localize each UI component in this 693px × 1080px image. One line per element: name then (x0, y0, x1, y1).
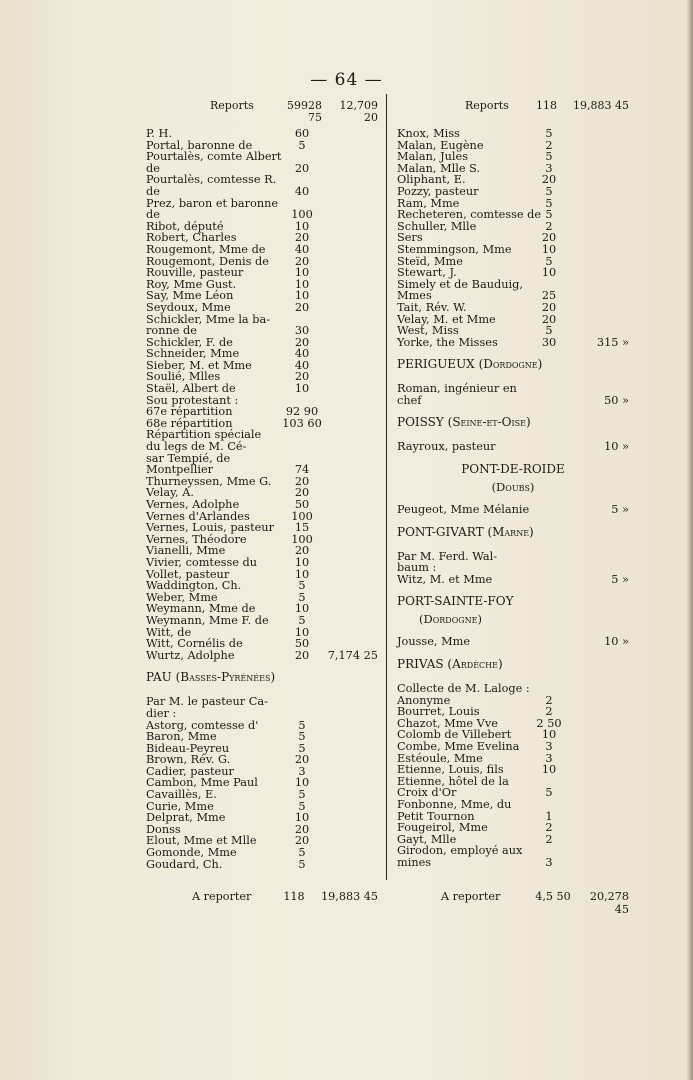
donor-name: Vollet, pasteur (146, 567, 230, 581)
donation-amount: 100 (291, 532, 313, 546)
donation-amount: 20 (294, 753, 310, 767)
donation-amount: 5 (298, 590, 306, 604)
donation-amount: 2 (545, 138, 553, 152)
donor-name: Schneider, Mme (146, 347, 240, 361)
donor-name: Simely et de Bauduig, (397, 277, 523, 291)
donation-amount: 10 (294, 776, 310, 790)
donor-name: Estéoule, Mme (397, 751, 483, 765)
donor-name: Etienne, Louis, fils (397, 763, 504, 777)
donation-amount: 20 (294, 486, 310, 500)
donor-name: 67e répartition (146, 405, 233, 419)
donor-name: Pourtalès, comtesse R. (146, 173, 277, 187)
donor-name: sar Tempié, de (146, 451, 231, 465)
ledger-row (397, 128, 629, 140)
donor-name: Goudard, Ch. (146, 857, 223, 871)
donor-name: Rayroux, pasteur (397, 440, 496, 454)
donation-amount: 40 (294, 184, 310, 198)
donation-amount: 20 (294, 335, 310, 349)
footer-value-1: 4,5 50 (535, 890, 571, 903)
donor-name: Waddington, Ch. (146, 579, 242, 593)
donation-amount: 10 (541, 242, 557, 256)
donation-amount: 40 (294, 242, 310, 256)
donor-name: Gomonde, Mme (146, 846, 237, 860)
section-total: 50 » (604, 393, 629, 407)
donation-amount: 100 (291, 208, 313, 222)
donor-name: Yorke, the Misses (397, 335, 498, 349)
donor-name: Weymann, Mme F. de (146, 613, 269, 627)
donor-name: Fonbonne, Mme, du (397, 797, 512, 811)
donation-amount: 10 (541, 728, 557, 742)
donor-name: Stemmingson, Mme (397, 242, 512, 256)
donation-amount: 2 (545, 693, 553, 707)
donation-amount: 3 (545, 161, 553, 175)
section-city: PRIVAS (397, 657, 444, 672)
donor-name: Roman, ingénieur en (397, 382, 517, 396)
donor-name: Bideau-Peyreu (146, 741, 230, 755)
right-entry-list (397, 128, 629, 348)
ledger-row (146, 708, 378, 720)
section-city: PAU (146, 670, 172, 685)
donation-amount: 92 90 (285, 405, 319, 419)
ledger-row (146, 847, 378, 859)
donation-amount: 2 (545, 832, 553, 846)
donation-amount: 2 (545, 219, 553, 233)
section-title-port-sainte-foy (397, 596, 629, 612)
pau-entry-list (146, 696, 378, 870)
donor-name: Sou protestant : (146, 393, 239, 407)
donation-amount: 30 (541, 335, 557, 349)
right-footer-carry-forward (397, 890, 629, 916)
donor-name: Chazot, Mme Vve (397, 716, 498, 730)
left-footer-carry-forward (146, 890, 378, 906)
ledger-row (146, 859, 378, 871)
donor-name: Vivier, comtesse du (146, 555, 258, 569)
donor-name: Schickler, F. de (146, 335, 233, 349)
donor-name: Cadier, pasteur (146, 764, 234, 778)
donor-name: Colomb de Villebert (397, 728, 512, 742)
donor-name: Ribot, député (146, 219, 224, 233)
donor-name: Thurneyssen, Mme G. (146, 474, 272, 488)
donation-amount: 5 (298, 718, 306, 732)
donor-name: Donss (146, 822, 181, 836)
reports-label: Reports (210, 99, 254, 112)
port-sainte-foy-entry-list (397, 636, 629, 648)
section-total: 315 » (596, 335, 629, 349)
donor-name: Tait, Rév. W. (397, 300, 467, 314)
donor-name: Cambon, Mme Paul (146, 776, 258, 790)
donor-name: Fougeirol, Mme (397, 821, 488, 835)
donation-amount: 20 (541, 173, 557, 187)
donor-name: Witt, de (146, 625, 192, 639)
donor-name: Soulié, Mlles (146, 370, 221, 384)
section-city: PONT-DE-ROIDE (461, 462, 565, 477)
donor-name: Stewart, J. (397, 266, 457, 280)
donation-amount: 10 (294, 555, 310, 569)
donation-amount: 20 (294, 254, 310, 268)
donation-amount: 10 (294, 567, 310, 581)
donor-name: Malan, Jules (397, 150, 469, 164)
donation-amount: 103 60 (282, 416, 322, 430)
section-title-poissy (397, 417, 629, 433)
donation-amount: 5 (545, 150, 553, 164)
donor-name: Rougemont, Denis de (146, 254, 269, 268)
donor-name: Petit Tournon (397, 809, 475, 823)
donor-name: Jousse, Mme (397, 635, 471, 649)
footer-value-2: 19,883 45 (321, 890, 378, 903)
donor-name: Anonyme (397, 693, 451, 707)
donation-amount: 10 (294, 625, 310, 639)
ledger-row (397, 221, 629, 233)
reports-value-2: 19,883 45 (573, 99, 629, 112)
donation-amount: 5 (298, 846, 306, 860)
section-city: PERIGUEUX (397, 357, 475, 372)
donor-name: Sers (397, 231, 423, 245)
donation-amount: 5 (298, 579, 306, 593)
footer-value-1: 118 (283, 890, 305, 903)
donor-name: Girodon, employé aux (397, 844, 523, 858)
ledger-row (397, 636, 629, 648)
donor-name: Say, Mme Léon (146, 289, 234, 303)
donation-amount: 5 (545, 324, 553, 338)
section-region: (Dordogne) (419, 612, 482, 627)
donor-name: P. H. (146, 127, 172, 140)
donor-name: du legs de M. Cé- (146, 440, 247, 454)
donation-amount: 5 (298, 799, 306, 813)
donor-name: Cavaillès, E. (146, 788, 217, 802)
donor-name: Baron, Mme (146, 730, 217, 744)
ledger-row (397, 186, 629, 198)
donor-name: Recheteren, comtesse de (397, 208, 542, 222)
donation-amount: 20 (541, 300, 557, 314)
section-total: 5 » (611, 503, 629, 517)
donor-name: Vianelli, Mme (146, 544, 226, 558)
donor-name: Pourtalès, comte Albert (146, 150, 282, 164)
donation-amount: 20 (294, 231, 310, 245)
right-column (397, 100, 629, 869)
ledger-row (397, 574, 629, 586)
donor-name: Rougemont, Mme de (146, 242, 266, 256)
donation-amount: 20 (294, 161, 310, 175)
donor-name: Vernes, Adolphe (146, 498, 240, 511)
donation-amount: 74 (294, 463, 310, 477)
donation-amount: 5 (545, 184, 553, 198)
section-total: 10 » (604, 440, 629, 454)
ledger-row (146, 615, 378, 627)
perigueux-entry-list (397, 383, 629, 406)
ledger-row (397, 845, 629, 857)
pont-de-roide-entry-list (397, 504, 629, 516)
donation-amount: 2 (545, 705, 553, 719)
section-region: (Dordogne) (478, 357, 543, 372)
donation-amount: 10 (294, 602, 310, 616)
donor-name: Delprat, Mme (146, 811, 226, 825)
donation-amount: 3 (545, 740, 553, 753)
section-total: 7,174 25 (327, 648, 378, 662)
donation-amount: 10 (294, 277, 310, 291)
donor-name: Vernes, Louis, pasteur (146, 521, 274, 535)
donor-name: Schuller, Mlle (397, 219, 477, 233)
donation-amount: 10 (541, 763, 557, 777)
donation-amount: 3 (545, 855, 553, 869)
ledger-row (146, 325, 378, 337)
section-city: PORT-SAINTE-FOY (397, 594, 514, 609)
donor-name: Portal, baronne de (146, 138, 253, 152)
ledger-row (146, 696, 378, 708)
ledger-row (146, 650, 378, 662)
donor-name: Brown, Rév. G. (146, 753, 231, 767)
donation-amount: 15 (294, 521, 310, 535)
donation-amount: 5 (545, 196, 553, 210)
donation-amount: 3 (545, 751, 553, 765)
donor-name: Seydoux, Mme (146, 300, 231, 314)
donor-name: Steïd, Mme (397, 254, 463, 268)
ledger-row (146, 441, 378, 453)
donor-name: de (146, 161, 160, 175)
section-title-pont-de-roide (397, 464, 629, 480)
donation-amount: 40 (294, 347, 310, 361)
donor-name: Pozzy, pasteur (397, 184, 479, 198)
donor-name: Répartition spéciale (146, 428, 262, 442)
donor-name: Mmes (397, 289, 432, 303)
donor-name: Croix d'Or (397, 786, 457, 800)
pont-givart-entry-list (397, 551, 629, 586)
ledger-row (397, 504, 629, 516)
donor-name: Staël, Albert de (146, 382, 236, 396)
right-reports-line (397, 100, 629, 114)
ledger-row (397, 822, 629, 834)
donation-amount: 100 (291, 509, 313, 523)
donation-amount: 1 (545, 809, 553, 823)
section-region: (Seine-et-Oise) (447, 415, 531, 430)
donation-amount: 5 (298, 138, 306, 152)
donation-amount: 5 (298, 788, 306, 802)
donation-amount: 10 (294, 289, 310, 303)
donor-name: Velay, A. (146, 486, 194, 500)
donation-amount: 30 (294, 324, 310, 338)
donation-amount: 5 (298, 857, 306, 871)
donor-name: Etienne, hôtel de la (397, 774, 509, 788)
ledger-row (397, 337, 629, 349)
donor-name: baum : (397, 561, 437, 575)
column-divider (386, 94, 387, 880)
section-title-pau (146, 672, 378, 688)
donation-amount: 2 50 (536, 716, 562, 730)
donor-name: de (146, 208, 160, 222)
donor-name: mines (397, 855, 432, 869)
donation-amount: 3 (298, 764, 306, 778)
donor-name: Knox, Miss (397, 127, 460, 140)
ledger-row (146, 557, 378, 569)
donor-name: Rouville, pasteur (146, 266, 244, 280)
donor-name: Montpellier (146, 463, 214, 477)
donor-name: Astorg, comtesse d' (146, 718, 259, 732)
ledger-row (397, 741, 629, 753)
donor-name: Par M. Ferd. Wal- (397, 549, 498, 563)
donor-name: ronne de (146, 324, 197, 338)
donation-amount: 20 (294, 300, 310, 314)
section-region: (Ardèche) (447, 657, 503, 672)
donation-amount: 20 (541, 231, 557, 245)
section-region: (Basses-Pyrénées) (175, 670, 276, 685)
ledger-row (397, 244, 629, 256)
ledger-row (146, 186, 378, 198)
donor-name: Wurtz, Adolphe (146, 648, 235, 662)
ledger-row (397, 302, 629, 314)
left-reports-line (146, 99, 378, 124)
page-edge-shadow (687, 0, 693, 1080)
donation-amount: 50 (294, 637, 310, 651)
section-city: POISSY (397, 415, 444, 430)
donor-name: Weber, Mme (146, 590, 218, 604)
donor-name: Elout, Mme et Mlle (146, 834, 257, 848)
ledger-row (146, 580, 378, 592)
donation-amount: 20 (294, 544, 310, 558)
ledger-row (397, 441, 629, 453)
donor-name: de (146, 184, 160, 198)
donation-amount: 25 (541, 289, 557, 303)
donor-name: Roy, Mme Gust. (146, 277, 237, 291)
donor-name: 68e répartition (146, 416, 233, 430)
donation-amount: 20 (294, 370, 310, 384)
ledger-row (397, 209, 629, 221)
donor-name: Curie, Mme (146, 799, 214, 813)
section-total: 10 » (604, 635, 629, 649)
donor-name: Oliphant, E. (397, 173, 466, 187)
donation-amount: 5 (545, 254, 553, 268)
footer-label: A reporter (192, 890, 252, 903)
footer-value-2: 20,278 45 (589, 890, 629, 916)
ledger-row (146, 244, 378, 256)
donation-amount: 5 (298, 741, 306, 755)
poissy-entry-list (397, 441, 629, 453)
donation-amount: 50 (294, 498, 310, 511)
section-total: 5 » (611, 572, 629, 586)
donor-name: Robert, Charles (146, 231, 237, 245)
section-region: (Doubs) (491, 480, 535, 495)
donor-name: Ram, Mme (397, 196, 460, 210)
ledger-row (146, 267, 378, 279)
donation-amount: 60 (294, 127, 310, 140)
donation-amount: 5 (545, 127, 553, 140)
ledger-row (146, 128, 378, 140)
page-number: — 64 — (310, 70, 383, 90)
ledger-row (397, 683, 629, 695)
reports-value-2: 12,709 20 (339, 99, 378, 124)
donor-name: Witz, M. et Mme (397, 572, 493, 586)
donor-name: Vernes, Théodore (146, 532, 247, 546)
section-title-perigueux (397, 359, 629, 375)
donation-amount: 20 (294, 474, 310, 488)
ledger-row (146, 731, 378, 743)
reports-value-1: 118 (536, 99, 557, 112)
ledger-row (146, 383, 378, 395)
donation-amount: 10 (294, 811, 310, 825)
donor-name: Weymann, Mme de (146, 602, 256, 616)
ledger-row (397, 267, 629, 279)
donation-amount: 2 (545, 821, 553, 835)
donor-name: West, Miss (397, 324, 459, 338)
ledger-row (397, 325, 629, 337)
ledger-row (146, 789, 378, 801)
donation-amount: 5 (545, 208, 553, 222)
donation-amount: 20 (294, 648, 310, 662)
privas-entry-list (397, 683, 629, 869)
donor-name: dier : (146, 706, 177, 720)
ledger-row (397, 799, 629, 811)
donor-name: Vernes d'Arlandes (146, 509, 250, 523)
donor-name: Combe, Mme Evelina (397, 740, 520, 753)
ledger-row (146, 174, 378, 186)
section-title-pont-givart (397, 524, 629, 543)
donor-name: chef (397, 393, 422, 407)
reports-label: Reports (465, 99, 509, 112)
ledger-row (397, 395, 629, 407)
ledger-row (146, 499, 378, 511)
section-region: (Marne) (487, 524, 534, 539)
donor-name: Sieber, M. et Mme (146, 358, 252, 372)
left-column (146, 100, 378, 870)
donor-name: Bourret, Louis (397, 705, 480, 719)
donation-amount: 10 (541, 266, 557, 280)
donation-amount: 5 (298, 613, 306, 627)
donor-name: Malan, Eugène (397, 138, 484, 152)
left-entry-list (146, 128, 378, 661)
ledger-row (146, 198, 378, 210)
donor-name: Witt, Cornélis de (146, 637, 243, 651)
ledger-row (146, 209, 378, 221)
donation-amount: 10 (294, 382, 310, 396)
ledger-row (146, 302, 378, 314)
donor-name: Schickler, Mme la ba- (146, 312, 271, 326)
section-city: PONT-GIVART (397, 524, 484, 539)
donation-amount: 10 (294, 219, 310, 233)
ledger-row (146, 638, 378, 650)
donation-amount: 10 (294, 266, 310, 280)
donor-name: Malan, Mlle S. (397, 161, 481, 175)
donation-amount: 5 (545, 786, 553, 800)
donor-name: Velay, M. et Mme (397, 312, 496, 326)
donor-name: Par M. le pasteur Ca- (146, 695, 268, 709)
donation-amount: 5 (298, 730, 306, 744)
donation-amount: 20 (294, 822, 310, 836)
donation-amount: 20 (294, 834, 310, 848)
ledger-row (397, 383, 629, 395)
donor-name: Prez, baron et baronne (146, 196, 279, 210)
donor-name: Gayt, Mlle (397, 832, 457, 846)
ledger-row (397, 857, 629, 869)
donation-amount: 20 (541, 312, 557, 326)
section-title-privas (397, 659, 629, 675)
footer-label: A reporter (441, 890, 501, 903)
donation-amount: 40 (294, 358, 310, 372)
donor-name: Peugeot, Mme Mélanie (397, 503, 530, 517)
ledger-row (146, 151, 378, 163)
donor-name: Collecte de M. Laloge : (397, 682, 530, 696)
reports-value-1: 59928 75 (287, 99, 322, 124)
